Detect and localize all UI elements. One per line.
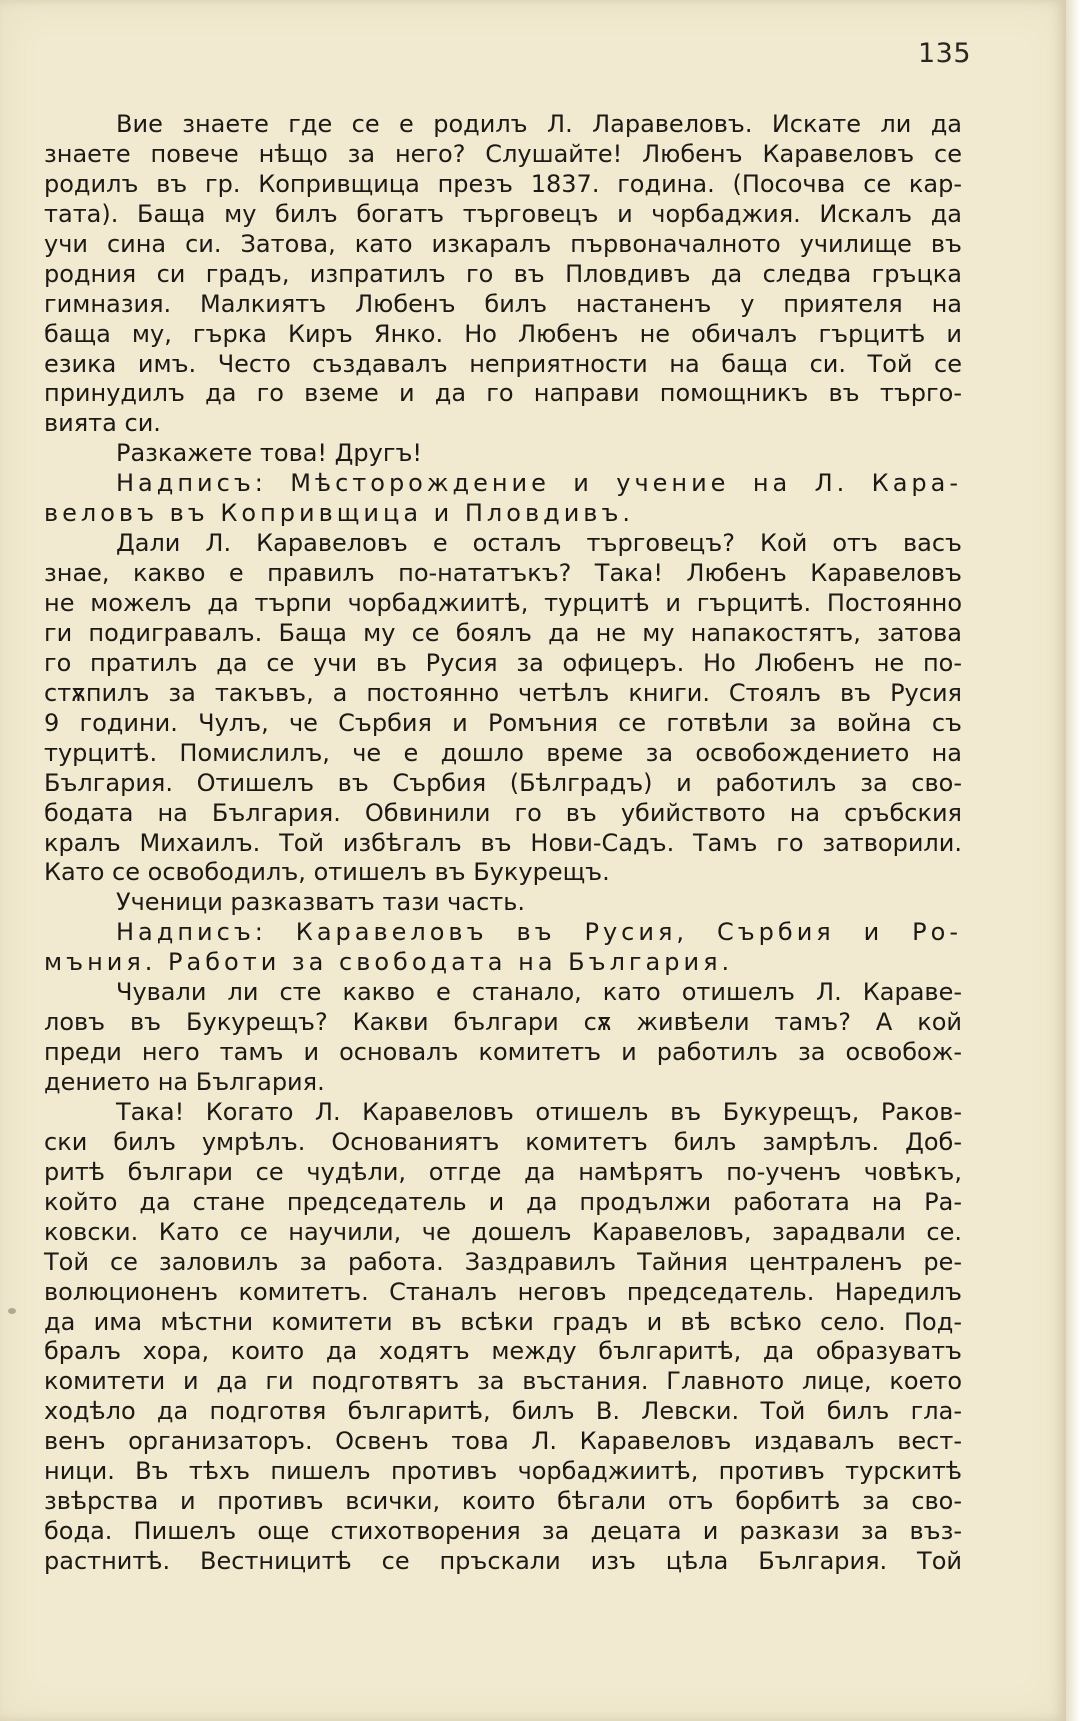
text-line: учи сина си. Затова, като изкаралъ първоначалното училище въ	[44, 229, 962, 258]
text-line: 9 години. Чулъ, че Сърбия и Ромъния се готвѣли за война съ	[44, 708, 962, 737]
text-line: бралъ хора, които да ходятъ между българитѣ, да образуватъ	[44, 1337, 962, 1366]
text-line: волюционенъ комитетъ. Станалъ неговъ председатель. Наредилъ	[44, 1277, 962, 1306]
text-line: Като се освободилъ, отишелъ въ Букурещъ.	[44, 858, 610, 887]
text-line: дението на България.	[44, 1068, 325, 1096]
text-line: кралъ Михаилъ. Той избѣгалъ въ Нови-Садъ. Тамъ го затворили.	[44, 828, 962, 857]
text-line: ги подигравалъ. Баща му се боялъ да не му напакостятъ, затова	[44, 618, 962, 647]
text-line: ници. Въ тѣхъ пишелъ противъ чорбаджиитѣ, противъ турскитѣ	[44, 1457, 962, 1486]
text-line: ски билъ умрѣлъ. Основаниятъ комитетъ билъ замрѣлъ. Доб-	[44, 1127, 962, 1156]
text-line: бодата на България. Обвинили го въ убийството на сръбския	[44, 798, 962, 827]
text-line: комитети и да ги подготвятъ за въстания. Главното лице, което	[44, 1367, 962, 1396]
text-line: мъния. Работи за свободата на България.	[44, 948, 734, 977]
text-line: да има мѣстни комитети въ всѣки градъ и вѣ всѣко село. Под-	[44, 1307, 962, 1336]
text-line: езика имъ. Често създавалъ неприятности на баща си. Той се	[44, 349, 962, 378]
text-line: венъ организаторъ. Освенъ това Л. Каравеловъ издавалъ вест-	[44, 1427, 962, 1456]
text-line: Дали Л. Каравеловъ е осталъ търговецъ? Кой отъ васъ	[116, 529, 962, 558]
text-line: знаете повече нѣщо за него? Слушайте! Любенъ Каравеловъ се	[44, 139, 962, 168]
text-line: ловъ въ Букурещъ? Какви българи сѫ живѣели тамъ? А кой	[44, 1008, 962, 1037]
text-line: знае, какво е правилъ по-нататъкъ? Така! Любенъ Каравеловъ	[44, 559, 962, 588]
text-line: България. Отишелъ въ Сърбия (Бѣлградъ) и работилъ за сво-	[44, 768, 962, 797]
text-line: турцитѣ. Помислилъ, че е дошло време за освобождението на	[44, 738, 962, 767]
text-line: Чували ли сте какво е станало, като отишелъ Л. Караве-	[116, 978, 962, 1007]
text-line: родния си градъ, изпратилъ го въ Пловдивъ да следва гръцка	[44, 259, 962, 288]
text-line: Така! Когато Л. Каравеловъ отишелъ въ Букурещъ, Раков-	[116, 1097, 962, 1126]
text-line: Вие знаете где се е родилъ Л. Лаpaвеловъ. Искате ли да	[116, 110, 962, 138]
text-line: ходѣло да подготвя българитѣ, билъ В. Левски. Той билъ гла-	[44, 1397, 962, 1426]
text-line: стѫпилъ за такъвъ, а постоянно четѣлъ книги. Стоялъ въ Русия	[44, 678, 962, 707]
text-line: преди него тамъ и основалъ комитетъ и работилъ за освобож-	[44, 1038, 962, 1067]
text-line: звѣрства и противъ всички, които бѣгали отъ борбитѣ за сво-	[44, 1487, 962, 1516]
text-line: Ученици разказватъ тази часть.	[116, 888, 526, 917]
text-line: Надписъ: Мѣсторождение и учение на Л. Кара-	[116, 469, 962, 498]
text-line: тата). Баща му билъ богатъ търговецъ и чорбаджия. Искалъ да	[44, 199, 962, 228]
text-line: принудилъ да го вземе и да го направи помощникъ въ търго-	[44, 379, 962, 408]
paper-speck	[8, 1308, 16, 1314]
text-line: Той се заловилъ за работа. Заздравилъ Тайния централенъ ре-	[44, 1247, 962, 1276]
text-line: който да стане председатель и да продължи работата на Ра-	[44, 1187, 962, 1216]
text-line: вията си.	[44, 409, 161, 438]
text-line: Надписъ: Каравеловъ въ Русия, Сърбия и Ро-	[116, 918, 962, 947]
text-line: бода. Пишелъ още стихотворения за децата и разкази за въз-	[44, 1517, 962, 1546]
text-line: Разкажете това! Другъ!	[116, 439, 423, 468]
text-line: веловъ въ Копривщица и Пловдивъ.	[44, 499, 635, 528]
text-line: родилъ въ гр. Копривщица презъ 1837. година. (Посочва се кар-	[44, 169, 962, 198]
text-line: растнитѣ. Вестницитѣ се пръскали изъ цѣла България. Той	[44, 1547, 962, 1575]
text-line: го пратилъ да се учи въ Русия за офицеръ. Но Любенъ не по-	[44, 648, 962, 677]
body-text	[44, 110, 962, 1577]
page-number: 135	[918, 38, 972, 69]
text-line: ритѣ българи се чудѣли, отгде да намѣрятъ по-ученъ човѣкъ,	[44, 1157, 962, 1186]
page-edge	[1066, 0, 1080, 1721]
text-line: гимназия. Малкиятъ Любенъ билъ настаненъ у приятеля на	[44, 289, 962, 318]
text-line: не можелъ да търпи чорбаджиитѣ, турцитѣ и гърцитѣ. Постоянно	[44, 589, 962, 617]
text-line: ковски. Като се научили, че дошелъ Каравеловъ, зарадвали се.	[44, 1217, 962, 1246]
text-line: баща му, гърка Киръ Янко. Но Любенъ не обичалъ гърцитѣ и	[44, 319, 962, 348]
